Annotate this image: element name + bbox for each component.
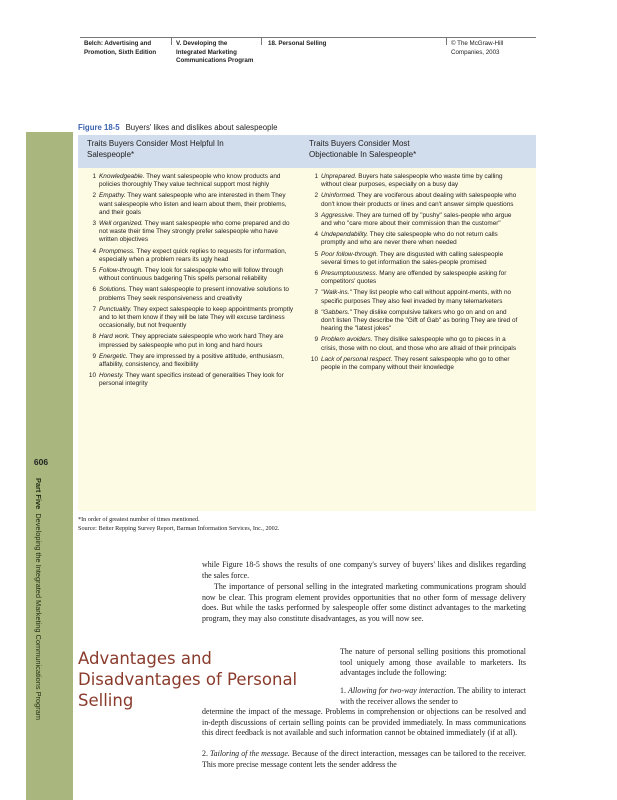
item-heading: "Walk-ins." xyxy=(321,289,352,297)
item-heading: Empathy. xyxy=(99,192,126,200)
item-heading: Honesty. xyxy=(99,372,124,380)
item-text: They are impressed by a positive attitude, enthusiasm, affability, consistency, and flexibility xyxy=(99,352,284,369)
item-text: They appreciate salespeople who work hard They are impressed by salespeople who put in long and hard hours xyxy=(99,333,284,349)
paragraph: while Figure 18-5 shows the results of one company's survey of buyers' likes and dislikes regarding the sales force. xyxy=(202,560,526,580)
figure-list-item xyxy=(309,231,519,247)
item-number: 5 xyxy=(92,267,96,275)
paragraph: The importance of personal selling in the integrated marketing communications program should now be clear. This program element provides opportunities that no other form of message delivery does. But while the tasks performed by salespeople offer some distinct advantages to the marketing program, they may also constitute disadvantages, as you will now see. xyxy=(202,582,526,623)
section-intro: The nature of personal selling positions this promotional tool uniquely among those available to marketers. Its advantages include the following: xyxy=(340,647,526,677)
item-number: 10 xyxy=(88,372,96,380)
item-number: 7 xyxy=(92,305,96,313)
part-label: Part Five xyxy=(34,478,43,510)
item-text: They expect salespeople to keep appointments promptly and to let them know if they will be late They will excuse tardiness occasionally, but not frequently xyxy=(99,305,294,330)
figure-list-item xyxy=(87,192,295,217)
item-heading: Undependability. xyxy=(321,231,369,239)
figure-number: Figure 18-5 xyxy=(78,123,120,132)
figure-list-item xyxy=(87,248,295,264)
figure-list-item xyxy=(309,192,519,208)
item-text: They expect quick replies to requests for information, especially when a problem rears its ugly head xyxy=(99,247,287,263)
figure-header-band xyxy=(78,135,536,168)
figure-list-item xyxy=(309,173,519,189)
item-number: 10 xyxy=(310,355,318,363)
header-part: V. Developing the Integrated Marketing Communications Program xyxy=(176,40,254,65)
item-text: Many are offended by salespeople asking for competitors' quotes xyxy=(321,270,507,286)
figure-list-item xyxy=(309,309,519,334)
item-heading: Poor follow-through. xyxy=(321,250,379,258)
item-number: 6 xyxy=(92,286,96,294)
item-number: 8 xyxy=(314,308,318,316)
item-number: 1 xyxy=(314,173,318,180)
item-number: 7 xyxy=(314,289,318,297)
item-heading: Uninformed. xyxy=(321,192,356,200)
item-text: They dislike salespeople who go to pieces in a crisis, those with no clout, and those who are afraid of their principals xyxy=(321,336,517,352)
figure-list-item xyxy=(87,267,295,283)
figure-list-item xyxy=(309,289,519,305)
item-text: They want specifics instead of generalities They look for personal integrity xyxy=(99,372,284,388)
figure-footnote: *In order of greatest number of times mentioned. xyxy=(78,516,200,523)
item-number: 6 xyxy=(314,270,318,278)
figure-table xyxy=(78,135,536,511)
figure-list-item xyxy=(87,286,295,302)
helpful-heading: Traits Buyers Consider Most Helpful In Salespeople* xyxy=(87,139,224,159)
item-number: 1. xyxy=(340,686,346,695)
item-text: They look for salespeople who will follow through without continuous badgering This spells personal reliability xyxy=(99,267,284,283)
item-heading: Problem avoiders. xyxy=(321,336,373,344)
item-heading: Allowing for two-way interaction. xyxy=(348,686,456,695)
item-text: They are turned off by "pushy" sales-people who argue and who "care more about their commission than the customer" xyxy=(321,211,512,228)
advantage-item-2 xyxy=(202,749,526,770)
item-heading: "Gabbers." xyxy=(321,308,352,316)
item-heading: Knowledgeable. xyxy=(99,173,145,180)
item-number: 4 xyxy=(92,247,96,255)
figure-list-item xyxy=(87,372,295,388)
item-text: They want salespeople who know products and policies thoroughly They value technical support most highly xyxy=(99,173,281,189)
spine-label xyxy=(32,478,44,748)
item-heading: Energetic. xyxy=(99,352,128,360)
item-text: They want salespeople to present innovative solutions to problems They seek responsiveness and creativity xyxy=(99,286,289,302)
helpful-list xyxy=(87,173,295,392)
figure-list-item xyxy=(87,220,295,245)
figure-list-item xyxy=(309,212,519,228)
item-heading: Lack of personal respect. xyxy=(321,355,393,363)
item-text: They are disgusted with calling salespeople several times to get information the sales-people promised xyxy=(321,250,504,266)
header-book: Belch: Advertising and Promotion, Sixth Edition xyxy=(84,40,157,56)
item-text: They list people who call without appoint-ments, with no specific purposes They also feel invaded by many telemarketers xyxy=(321,289,512,305)
item-text: They want salespeople who are interested in them They want salespeople who listen and learn about them, their problems, and their goals xyxy=(99,192,287,216)
figure-list-item xyxy=(87,306,295,331)
item-number: 9 xyxy=(314,336,318,344)
item-heading: Follow-through. xyxy=(99,267,144,275)
item-number: 4 xyxy=(314,231,318,239)
figure-title: Buyers' likes and dislikes about salespeople xyxy=(125,123,278,132)
item-text: Buyers hate salespeople who waste time by calling without clear purposes, especially on a busy day xyxy=(321,173,503,189)
item-number: 3 xyxy=(92,220,96,228)
item-heading: Hard work. xyxy=(99,333,130,341)
item-number: 3 xyxy=(314,211,318,219)
header-copyright: © The McGraw-Hill Companies, 2003 xyxy=(451,40,504,56)
figure-list-item xyxy=(87,173,295,189)
advantage-item-1-text xyxy=(202,707,526,739)
item-text: Because of the direct interaction, messages can be tailored to the receiver. This more precise message content lets the sender address the xyxy=(202,749,527,769)
item-heading: Unprepared. xyxy=(321,173,357,180)
item-number: 8 xyxy=(92,333,96,341)
item-heading: Presumptuousness. xyxy=(321,270,378,278)
part-title: Developing the Integrated Marketing Communications Program xyxy=(34,513,43,720)
item-text-continued: determine the impact of the message. Problems in comprehension or objections can be resolved and in-depth discussions of certain selling points can be provided immediately. In mass communications this direct feedback is not available and such information cannot be obtained immediately (if at all). xyxy=(202,707,526,737)
advantage-item-1-lead xyxy=(340,686,526,707)
header-chapter: 18. Personal Selling xyxy=(268,40,327,47)
item-heading: Tailoring of the message. xyxy=(210,749,290,758)
item-text: They want salespeople who come prepared and do not waste their time They strongly prefer salespeople who have written objectives xyxy=(99,220,290,244)
item-heading: Well organized. xyxy=(99,220,143,228)
figure-list-item xyxy=(309,251,519,267)
item-number: 1 xyxy=(92,173,96,180)
item-text: They cite salespeople who do not return calls promptly and who are never there when needed xyxy=(321,231,498,247)
figure-list-item xyxy=(87,353,295,369)
figure-list-item xyxy=(87,333,295,349)
objectionable-list xyxy=(309,173,519,375)
item-number: 2 xyxy=(314,192,318,200)
objectionable-heading: Traits Buyers Consider Most Objectionable In Salespeople* xyxy=(309,139,417,159)
item-heading: Aggressive. xyxy=(321,211,355,219)
figure-list-item xyxy=(309,270,519,286)
figure-caption xyxy=(78,123,278,132)
page-number: 606 xyxy=(33,457,49,467)
header-divider xyxy=(446,37,447,45)
item-number: 2 xyxy=(92,192,96,200)
figure-list-item xyxy=(309,336,519,352)
section-heading: Advantages and Disadvantages of Personal Selling xyxy=(78,649,298,710)
item-heading: Promptness. xyxy=(99,247,135,255)
item-heading: Solutions. xyxy=(99,286,128,294)
item-number: 2. xyxy=(202,749,208,758)
header-divider xyxy=(171,37,172,45)
item-number: 9 xyxy=(92,352,96,360)
figure-list-item xyxy=(309,356,519,372)
item-text: They are vociferous about dealing with salespeople who don't know their products or lines and can't answer simple questions xyxy=(321,192,517,208)
item-text-start: The ability to interact with the receiver allows the sender to xyxy=(340,686,526,706)
item-heading: Punctuality. xyxy=(99,305,132,313)
item-text: They resent salespeople who go to other people in the company without their knowledge xyxy=(321,355,510,372)
figure-source: Source: Better Repping Survey Report, Barman Information Services, Inc., 2002. xyxy=(78,525,280,532)
header-rule xyxy=(80,37,536,38)
item-text: They dislike compulsive talkers who go on and on and don't listen They describe the "Gift of Gab" as boring They are tired of hearing the "latest jokes" xyxy=(321,308,518,333)
item-number: 5 xyxy=(314,250,318,258)
header-divider xyxy=(261,37,262,45)
